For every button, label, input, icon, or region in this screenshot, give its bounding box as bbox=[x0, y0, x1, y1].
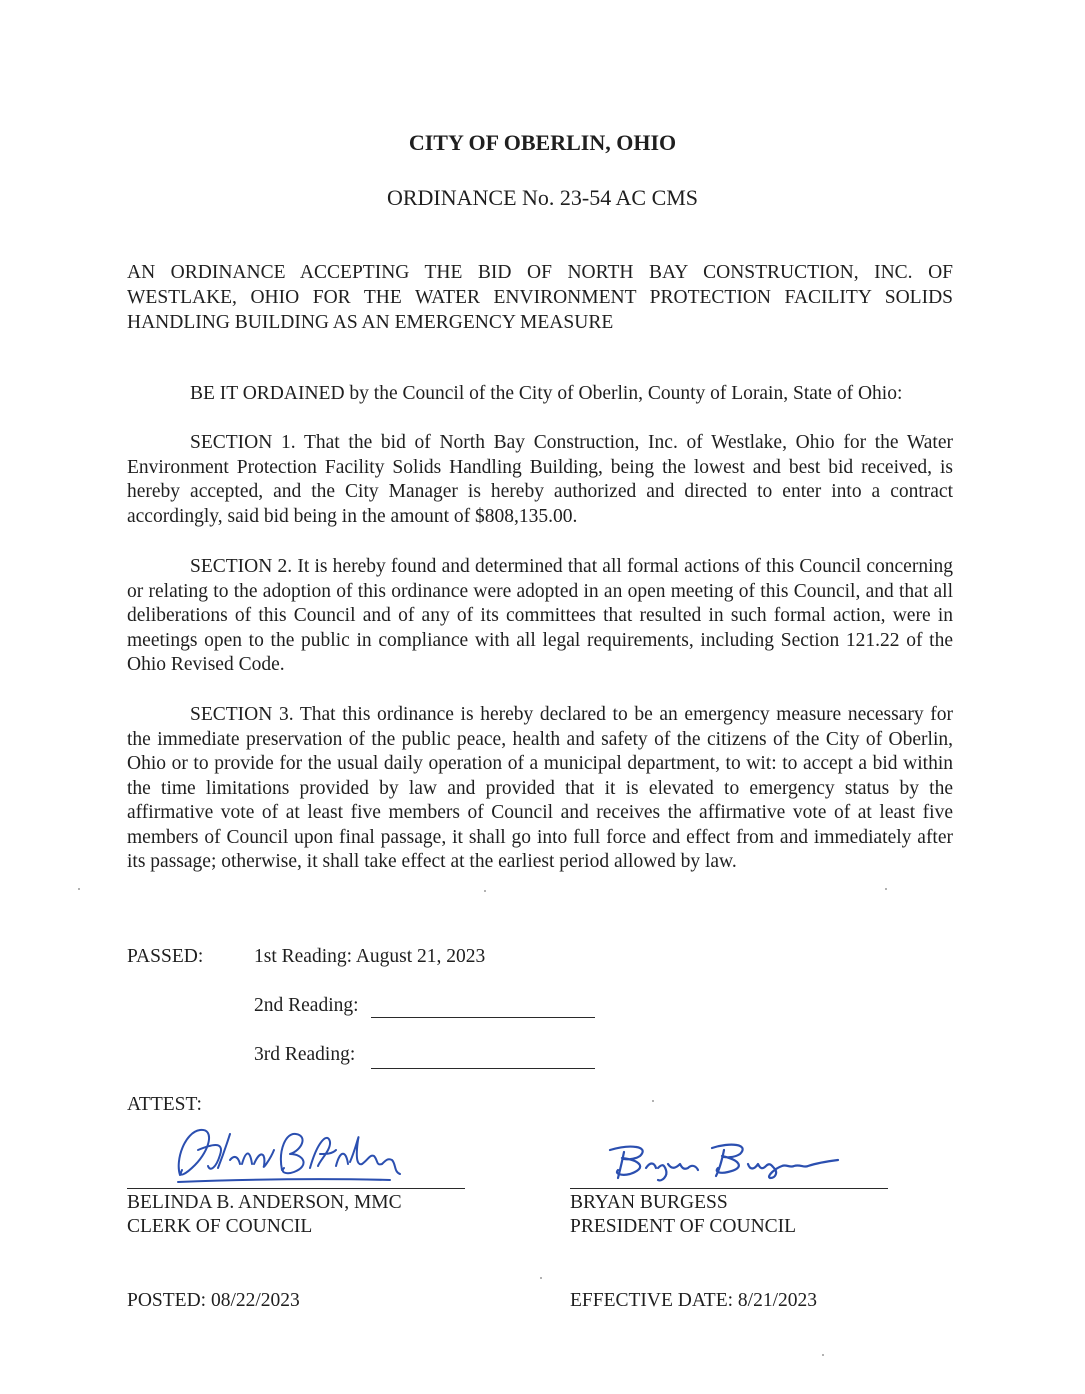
scan-speck bbox=[652, 1100, 654, 1102]
enacting-clause: BE IT ORDAINED by the Council of the City of Oberlin, County of Lorain, State of Ohio: bbox=[190, 383, 903, 404]
document-title: CITY OF OBERLIN, OHIO bbox=[408, 130, 677, 155]
clerk-title: CLERK OF COUNCIL bbox=[127, 1216, 313, 1237]
president-signature-line bbox=[570, 1188, 888, 1189]
third-reading-line bbox=[371, 1068, 595, 1069]
second-reading-line bbox=[371, 1017, 595, 1018]
clerk-signature bbox=[170, 1120, 410, 1190]
president-signature bbox=[600, 1138, 850, 1188]
section-1: SECTION 1. That the bid of North Bay Construction, Inc. of Westlake, Ohio for the Water Environment Protection Facility Solids Handling Building, being the lowest and best bid received, is hereby accepted, and the City Manager is hereby authorized and directed to enter into a contract accordingly, said bid being in the amount of $808,135.00. bbox=[127, 432, 953, 527]
attest-label: ATTEST: bbox=[127, 1094, 202, 1115]
scan-speck bbox=[540, 1277, 542, 1279]
ordinance-number: ORDINANCE No. 23-54 AC CMS bbox=[386, 185, 699, 210]
passed-label: PASSED: bbox=[127, 946, 204, 967]
president-title: PRESIDENT OF COUNCIL bbox=[570, 1216, 797, 1237]
president-name: BRYAN BURGESS bbox=[570, 1192, 728, 1213]
scan-speck bbox=[885, 888, 887, 890]
third-reading: 3rd Reading: bbox=[254, 1044, 356, 1065]
section-2: SECTION 2. It is hereby found and determined that all formal actions of this Council concerning or relating to the adoption of this ordinance were adopted in an open meeting of this Council, and that all deliberations of this Council and of any of its committees that resulted in such formal action, were in meetings open to the public in compliance with all legal requirements, including Section 121.22 of the Ohio Revised Code. bbox=[127, 556, 953, 675]
ordinance-heading: AN ORDINANCE ACCEPTING THE BID OF NORTH BAY CONSTRUCTION, INC. OF WESTLAKE, OHIO FOR THE WATER ENVIRONMENT PROTECTION FACILITY SOLIDS HANDLING BUILDING AS AN EMERGENCY MEASURE bbox=[127, 262, 953, 333]
scan-speck bbox=[484, 890, 486, 892]
clerk-signature-line bbox=[127, 1188, 465, 1189]
first-reading: 1st Reading: August 21, 2023 bbox=[254, 946, 486, 967]
section-3: SECTION 3. That this ordinance is hereby declared to be an emergency measure necessary for the immediate preservation of the public peace, health and safety of the citizens of the City of Oberlin, Ohio or to provide for the usual daily operation of a municipal department, to wit: to accept a bid within the time limitations provided by law and provided that it is elevated to emergency status by the affirmative vote of at least five members of Council and receives the affirmative vote of at least five members of Council upon final passage, it shall go into full force and effect from and immediately after its passage; otherwise, it shall take effect at the earliest period allowed by law. bbox=[127, 704, 953, 872]
scan-speck bbox=[822, 1354, 824, 1356]
effective-date: EFFECTIVE DATE: 8/21/2023 bbox=[570, 1290, 817, 1311]
second-reading: 2nd Reading: bbox=[254, 995, 359, 1016]
posted-date: POSTED: 08/22/2023 bbox=[127, 1290, 300, 1311]
clerk-name: BELINDA B. ANDERSON, MMC bbox=[127, 1192, 402, 1213]
scan-speck bbox=[78, 888, 80, 890]
